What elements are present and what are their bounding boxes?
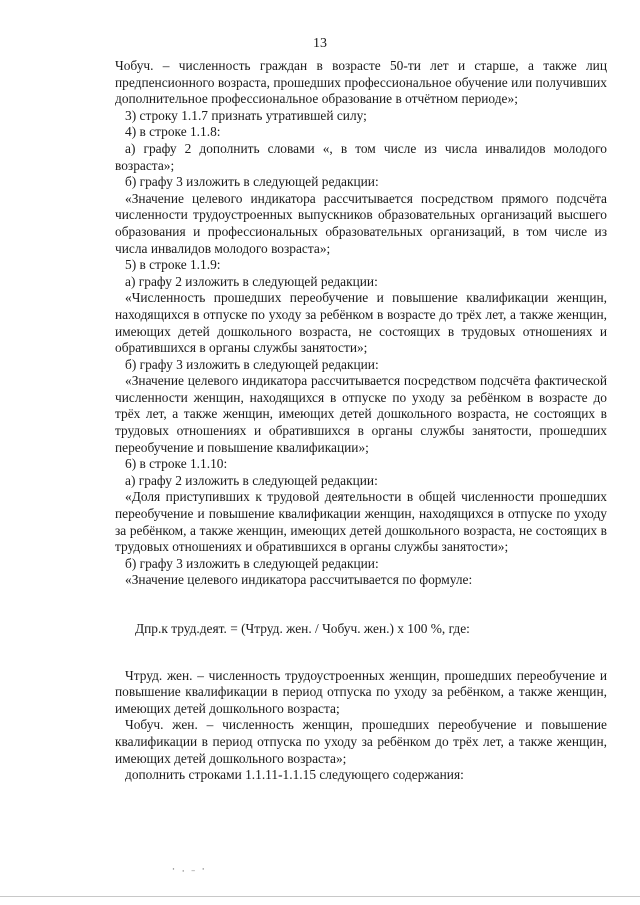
paragraph-1-1-8-column-3: б) графу 3 изложить в следующей редакции: <box>125 174 379 190</box>
paragraph-1-1-8-column-2: а) графу 2 дополнить словами «, в том числе из числа инвалидов молодого возраста»; <box>115 140 607 173</box>
formula: Дпр.к труд.деят. = (Чтруд. жен. / Чобуч. жен.) х 100 %, где: <box>135 621 470 636</box>
paragraph-1-1-9-column-2-text: «Численность прошедших переобучение и повышение квалификации женщин, находящихся в отпуске по уходу за ребёнком в возрасте до трёх лет, а также женщин, имеющих детей дошкольного возраста, не состоящих в трудовых отношениях и обратившихся в органы службы занятости»; <box>115 290 607 356</box>
page-bottom-edge <box>0 896 640 897</box>
paragraph-1-1-10-column-2-text: «Доля приступивших к трудовой деятельности в общей численности прошедших переобучение и повышение квалификации женщин, находящихся в отпуске по уходу за ребёнком, а также женщин, имеющих детей дошкольного возраста, не состоящих в трудовых отношениях и обратившихся в органы службы занятости»; <box>115 489 607 555</box>
paragraph-1-1-10-column-2: а) графу 2 изложить в следующей редакции: <box>125 472 378 488</box>
document-body <box>115 58 607 784</box>
paragraph-add-rows: дополнить строками 1.1.11-1.1.15 следующего содержания: <box>125 767 464 783</box>
paragraph-1-1-8-indicator-text: «Значение целевого индикатора рассчитывается посредством прямого подсчёта численности трудоустроенных выпускников образовательных организаций высшего образования и профессиональных образовательных организаций, в том числе из числа инвалидов молодого возраста»; <box>115 190 607 256</box>
paragraph-1-1-9-column-2: а) графу 2 изложить в следующей редакции: <box>125 273 378 289</box>
definition-chtrud: Чтруд. жен. – численность трудоустроенных женщин, прошедших переобучение и повышение квалификации в период отпуска по уходу за ребёнком, а также женщин, имеющих детей дошкольного возраста; <box>115 667 607 716</box>
paragraph-chobuch-definition: Чобуч. – численность граждан в возрасте 50-ти лет и старше, а также лиц предпенсионного возраста, прошедших профессиональное обучение или получивших дополнительное профессиональное образование в отчётном периоде»; <box>115 58 607 107</box>
scan-artifact: ⸱ ⸳ ˗ ⸱ <box>172 864 207 876</box>
paragraph-1-1-9-column-3: б) графу 3 изложить в следующей редакции: <box>125 356 379 372</box>
paragraph-formula-intro: «Значение целевого индикатора рассчитывается по формуле: <box>125 572 473 588</box>
definition-chobuch-zhen: Чобуч. жен. – численность женщин, прошедших переобучение и повышение квалификации в период отпуска по уходу за ребёнком до трёх лет, а также женщин, имеющих детей дошкольного возраста»; <box>115 717 607 766</box>
paragraph-row-1-1-7: 3) строку 1.1.7 признать утратившей силу; <box>125 107 367 123</box>
paragraph-1-1-9-indicator-text: «Значение целевого индикатора рассчитывается посредством подсчёта фактической численности женщин, находящихся в отпуске по уходу за ребёнком в возрасте до трёх лет, а также женщин, имеющих детей дошкольного возраста, не состоящих в трудовых отношениях и обратившихся в органы службы занятости, прошедших переобучение и повышение квалификации»; <box>115 373 607 455</box>
page-number: 13 <box>313 36 327 51</box>
paragraph-row-1-1-8: 4) в строке 1.1.8: <box>125 124 221 140</box>
paragraph-row-1-1-9: 5) в строке 1.1.9: <box>125 257 221 273</box>
paragraph-1-1-10-column-3: б) графу 3 изложить в следующей редакции: <box>125 555 379 571</box>
paragraph-row-1-1-10: 6) в строке 1.1.10: <box>125 456 228 472</box>
